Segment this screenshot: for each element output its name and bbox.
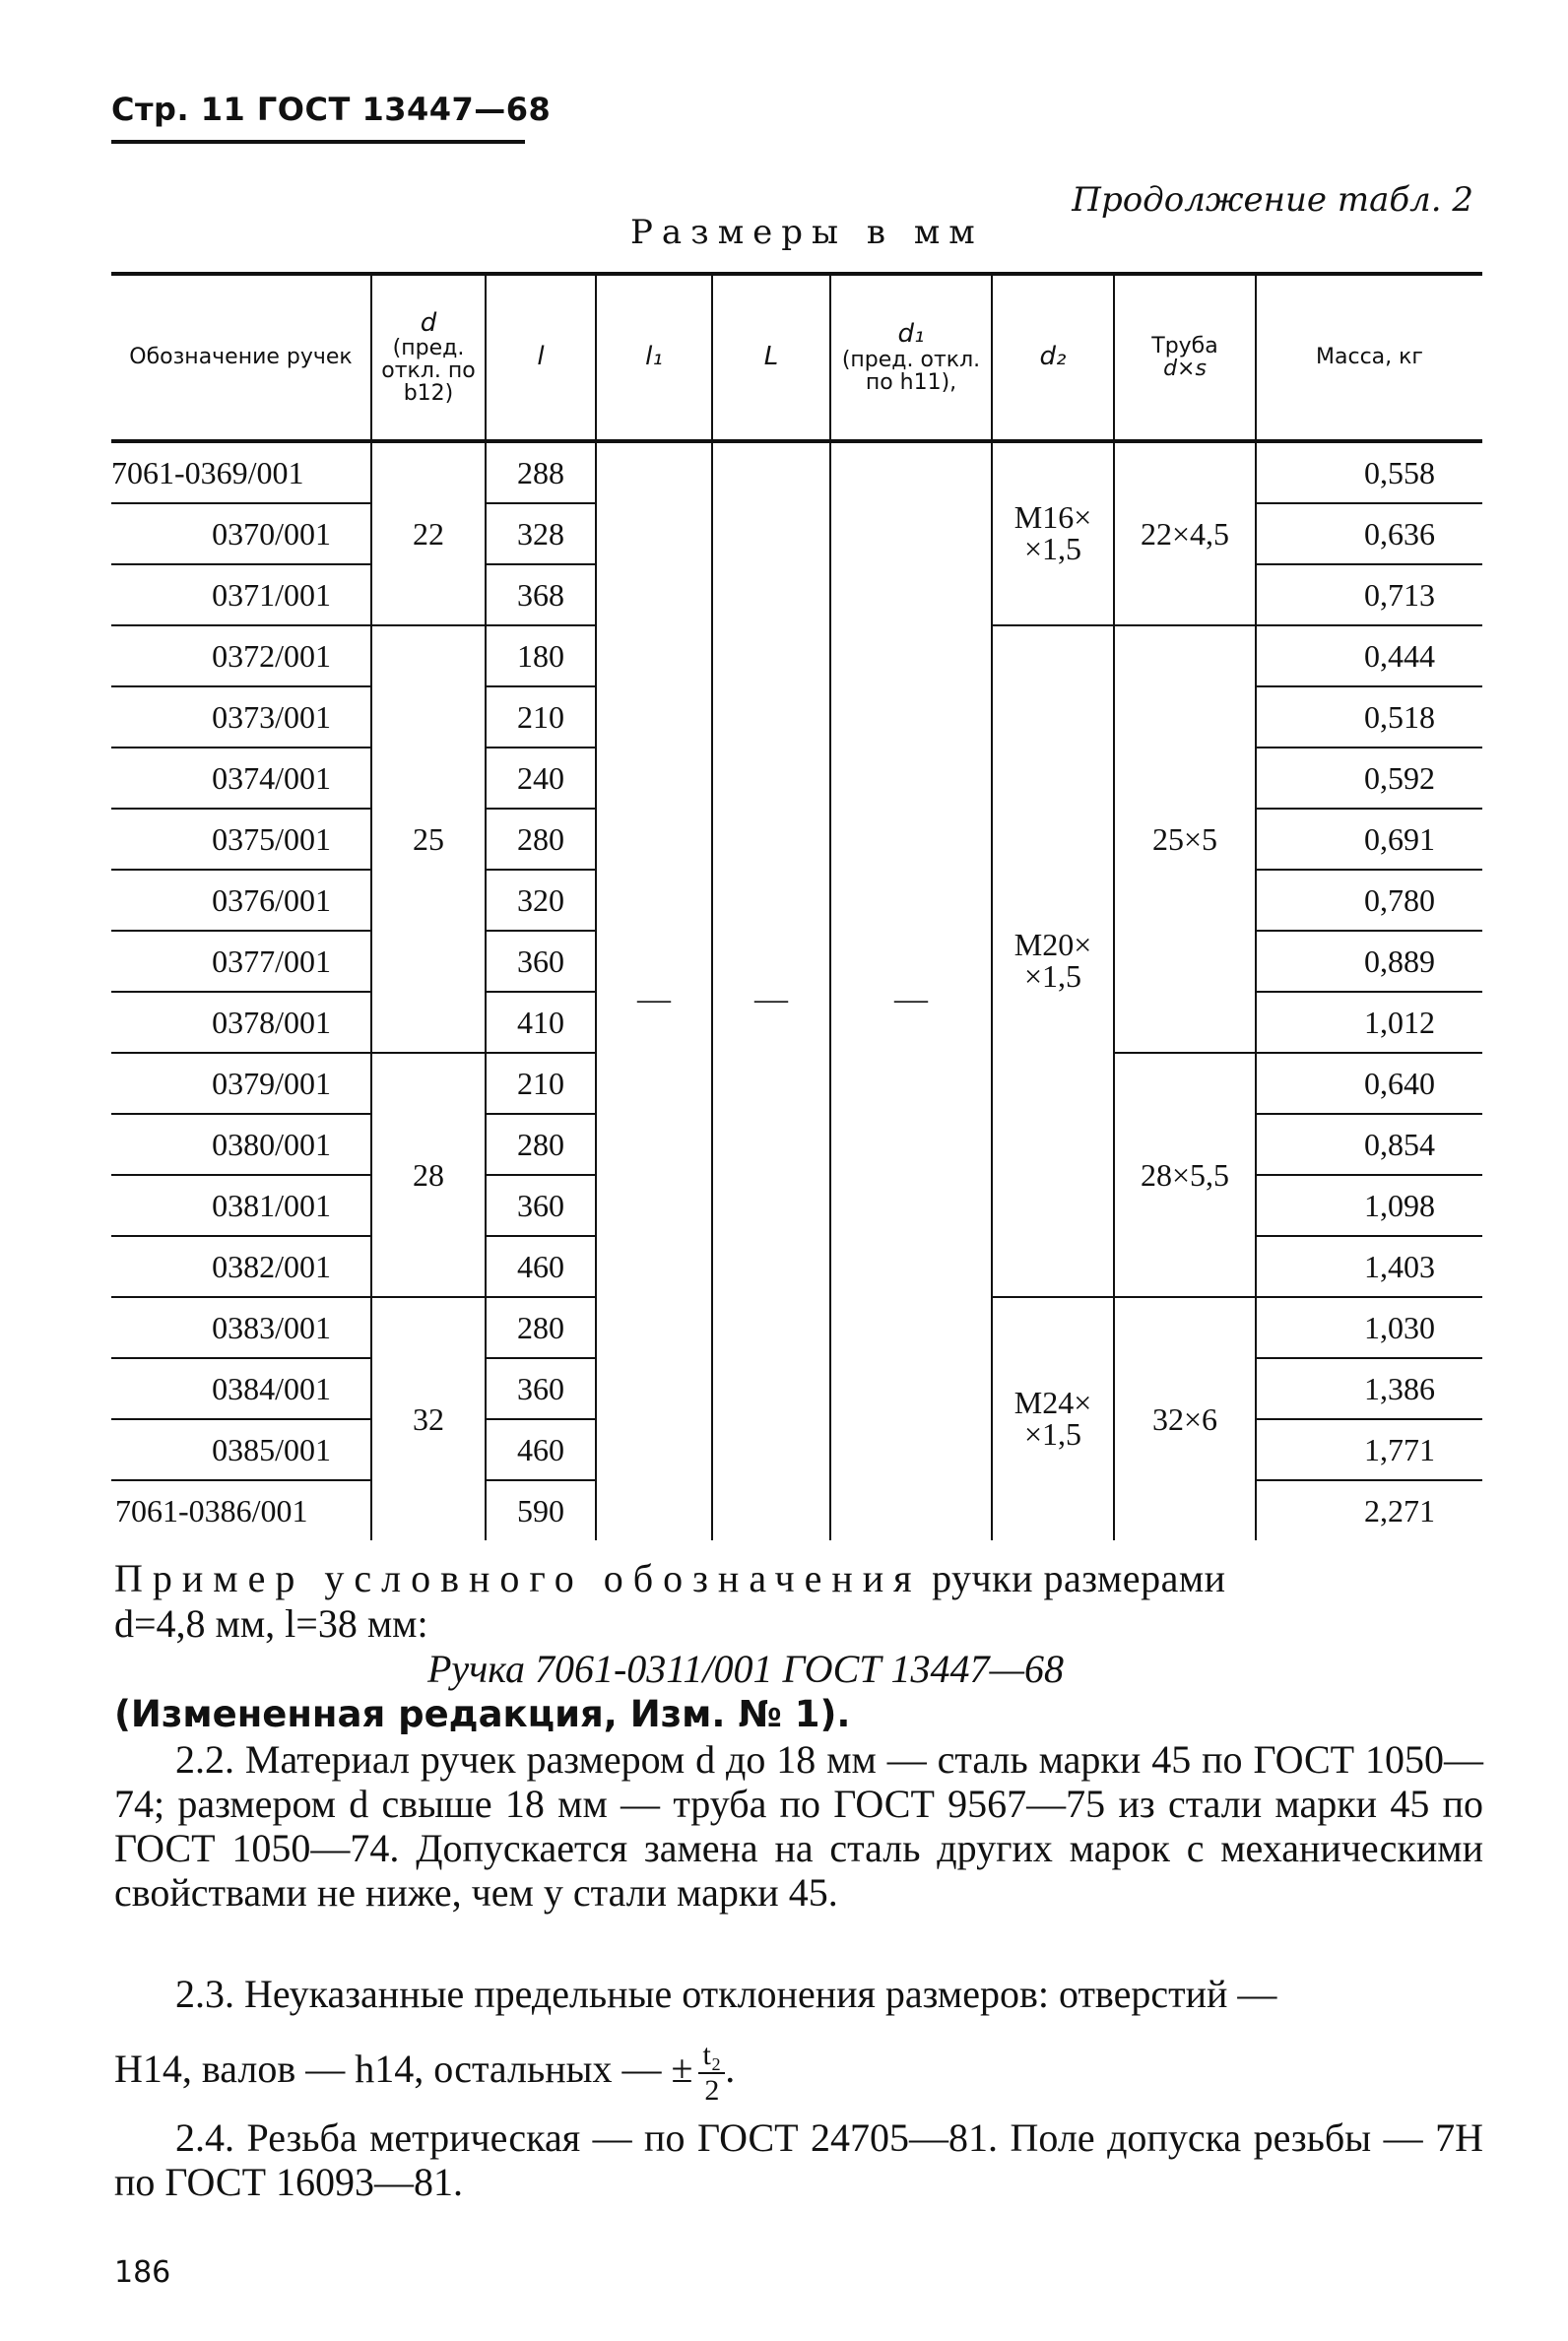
cell-mass: 1,030	[1256, 1297, 1482, 1358]
cell-designation: 0385/001	[111, 1419, 371, 1480]
d2-value: М24× ×1,5	[1013, 1384, 1092, 1452]
example-dimensions: d=4,8 мм, l=38 мм:	[114, 1601, 428, 1646]
dimensions-table	[111, 272, 1482, 1540]
cell-l: 280	[486, 1297, 596, 1358]
header-d2: d₂	[992, 274, 1114, 441]
cell-mass: 0,691	[1256, 809, 1482, 870]
cell-l: 240	[486, 748, 596, 809]
cell-l: 180	[486, 625, 596, 686]
cell-designation: 0376/001	[111, 870, 371, 931]
cell-l: 288	[486, 441, 596, 503]
cell-designation: 0382/001	[111, 1236, 371, 1297]
cell-d-group: 25	[371, 625, 486, 1053]
cell-mass: 0,854	[1256, 1114, 1482, 1175]
cell-mass: 1,386	[1256, 1358, 1482, 1419]
cell-designation: 0384/001	[111, 1358, 371, 1419]
cell-l: 368	[486, 564, 596, 625]
header-d-symbol: d	[420, 307, 437, 338]
cell-l: 328	[486, 503, 596, 564]
cell-l: 210	[486, 1053, 596, 1114]
cell-l: 360	[486, 931, 596, 992]
cell-l: 280	[486, 1114, 596, 1175]
cell-pipe-group: 22×4,5	[1114, 441, 1256, 625]
cell-pipe-group: 25×5	[1114, 625, 1256, 1053]
cell-designation: 7061-0369/001	[111, 441, 371, 503]
cell-l: 410	[486, 992, 596, 1053]
cell-l: 320	[486, 870, 596, 931]
header-d-note: (пред. откл. по b12)	[381, 336, 476, 407]
cell-mass: 0,713	[1256, 564, 1482, 625]
cell-mass: 2,271	[1256, 1480, 1482, 1540]
cell-designation: 0379/001	[111, 1053, 371, 1114]
cell-d2-group	[992, 1297, 1114, 1540]
cell-l: 460	[486, 1419, 596, 1480]
cell-mass: 0,640	[1256, 1053, 1482, 1114]
cell-mass: 1,403	[1256, 1236, 1482, 1297]
amendment-note: (Измененная редакция, Изм. № 1).	[114, 1693, 851, 1735]
cell-mass: 1,012	[1256, 992, 1482, 1053]
cell-L-dash: —	[712, 441, 830, 1540]
cell-mass: 0,889	[1256, 931, 1482, 992]
cell-designation: 0377/001	[111, 931, 371, 992]
paragraph-2-4: 2.4. Резьба метрическая — по ГОСТ 24705—81. Поле допуска резьбы — 7Н по ГОСТ 16093—81.	[114, 2115, 1483, 2204]
header-d	[371, 274, 486, 441]
header-mass: Масса, кг	[1256, 274, 1482, 441]
page-header: Стр. 11 ГОСТ 13447—68	[111, 91, 552, 128]
cell-designation: 0378/001	[111, 992, 371, 1053]
cell-pipe-group: 28×5,5	[1114, 1053, 1256, 1297]
header-d1-symbol: d₁	[897, 319, 925, 350]
cell-d2-group	[992, 625, 1114, 1297]
d2-value: М20× ×1,5	[1013, 926, 1092, 994]
d2-value: М16× ×1,5	[1013, 498, 1092, 566]
cell-l: 210	[486, 686, 596, 748]
example-designation: Ручка 7061-0311/001 ГОСТ 13447—68	[427, 1647, 1065, 1691]
cell-designation: 0372/001	[111, 625, 371, 686]
header-L: L	[712, 274, 830, 441]
p2-3-text: Н14, валов — h14, остальных — ±	[114, 2047, 693, 2092]
tolerance-fraction	[698, 2039, 725, 2108]
cell-designation: 0383/001	[111, 1297, 371, 1358]
cell-mass: 0,518	[1256, 686, 1482, 748]
cell-designation: 0375/001	[111, 809, 371, 870]
table-header-row	[111, 274, 1482, 441]
header-rule	[111, 140, 525, 144]
units-caption: Размеры в мм	[630, 213, 984, 252]
cell-mass: 1,098	[1256, 1175, 1482, 1236]
cell-designation: 0370/001	[111, 503, 371, 564]
fraction-denominator: 2	[704, 2074, 720, 2107]
p2-3-end: .	[725, 2047, 736, 2092]
cell-mass: 0,636	[1256, 503, 1482, 564]
cell-d-group: 28	[371, 1053, 486, 1297]
cell-mass: 1,771	[1256, 1419, 1482, 1480]
cell-l: 360	[486, 1358, 596, 1419]
header-d1-note: (пред. откл. по h11),	[841, 347, 981, 395]
cell-designation: 0380/001	[111, 1114, 371, 1175]
cell-l: 460	[486, 1236, 596, 1297]
header-pipe	[1114, 274, 1256, 441]
cell-designation: 0374/001	[111, 748, 371, 809]
cell-l: 280	[486, 809, 596, 870]
header-l1: l₁	[596, 274, 712, 441]
cell-designation: 0381/001	[111, 1175, 371, 1236]
cell-mass: 0,444	[1256, 625, 1482, 686]
page-number: 186	[114, 2255, 171, 2290]
paragraph-2-3-line2	[114, 2039, 1483, 2108]
header-designation: Обозначение ручек	[111, 274, 371, 441]
table-continuation-label: Продолжение табл. 2	[1072, 180, 1473, 220]
cell-designation: 7061-0386/001	[115, 1492, 308, 1528]
cell-mass: 0,558	[1256, 441, 1482, 503]
header-pipe-label: Труба	[1151, 333, 1218, 358]
cell-d1-dash: —	[830, 441, 992, 1540]
cell-l1-dash: —	[596, 441, 712, 1540]
cell-d-group: 22	[371, 441, 486, 625]
cell-designation: 0371/001	[111, 564, 371, 625]
header-l: l	[486, 274, 596, 441]
fraction-numerator: t₂	[698, 2039, 725, 2074]
cell-mass: 0,780	[1256, 870, 1482, 931]
cell-l: 360	[486, 1175, 596, 1236]
cell-mass: 0,592	[1256, 748, 1482, 809]
paragraph-2-3-line1: 2.3. Неуказанные предельные отклонения размеров: отверстий —	[175, 1972, 1277, 2016]
cell-d2-group	[992, 441, 1114, 625]
header-pipe-sub: d×s	[1163, 357, 1207, 381]
table-row	[111, 441, 1482, 503]
header-d1	[830, 274, 992, 441]
cell-l: 590	[486, 1480, 596, 1540]
example-rest-text: ручки размерами	[921, 1556, 1226, 1600]
example-heading	[114, 1556, 1483, 1600]
cell-d-group: 32	[371, 1297, 486, 1540]
cell-designation: 0373/001	[111, 686, 371, 748]
example-spaced-text: Пример условного обозначения	[114, 1556, 922, 1600]
paragraph-2-2: 2.2. Материал ручек размером d до 18 мм — сталь марки 45 по ГОСТ 1050—74; размером d свыше 18 мм — труба по ГОСТ 9567—75 из стали марки 45 по ГОСТ 1050—74. Допускается замена на сталь других марок с механическими свойствами не ниже, чем у стали марки 45.	[114, 1737, 1483, 1915]
cell-pipe-group: 32×6	[1114, 1297, 1256, 1540]
